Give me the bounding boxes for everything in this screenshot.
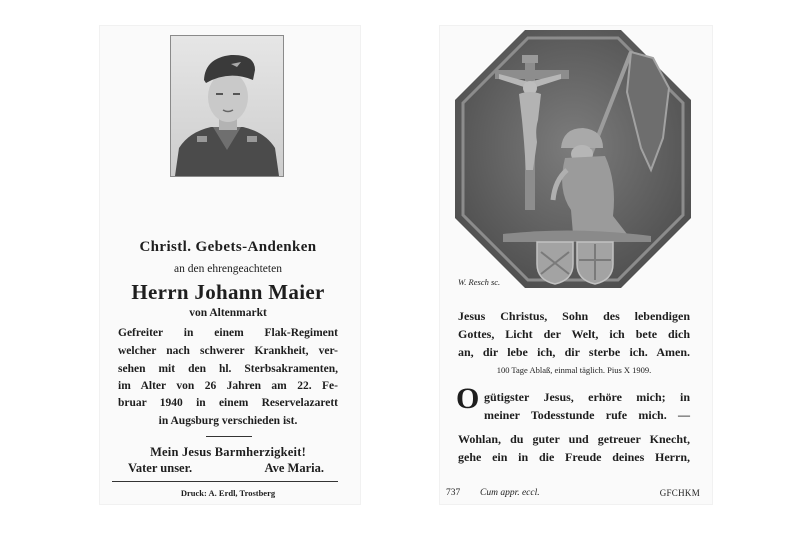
short-divider: [206, 436, 252, 437]
biography-line: in Augsburg verschieden ist.: [158, 415, 298, 427]
origin-line: von Altenmarkt: [189, 307, 267, 319]
memorial-card-left: [100, 26, 360, 504]
footer-code: GFCHKM: [659, 488, 700, 498]
octagon-relief-image: [455, 30, 691, 288]
closing-verse-line: gehe ein in die Freude deines Herrn,: [458, 450, 690, 464]
portrait-collar-patch-left: [197, 136, 207, 142]
printer-credit: Druck: A. Erdl, Trostberg: [180, 488, 276, 498]
biography-line: bruar 1940 in einem Reservelazarett: [118, 397, 338, 409]
biography-line: im Alter von 26 Jahren am 22. Fe-: [118, 380, 338, 392]
drop-cap-initial: O: [456, 382, 480, 415]
cross-titulus: [522, 55, 538, 63]
dedication-line: an den ehrengeachteten: [174, 263, 282, 275]
prayer-plea-line: meiner Todesstunde rufe mich. —: [484, 408, 690, 422]
engraver-credit: W. Resch sc.: [458, 277, 501, 287]
portrait-photo: [170, 35, 284, 177]
prayer-jesus-line: an, dir lebe ich, dir sterbe ich. Amen.: [458, 345, 690, 359]
prayer-line: Mein Jesus Barmherzigkeit!: [150, 445, 306, 459]
indulgence-note: 100 Tage Ablaß, einmal täglich. Pius X 1909.: [496, 365, 652, 375]
prayer-plea-line: gütigster Jesus, erhöre mich; in: [484, 390, 690, 404]
footer-divider: [112, 481, 338, 482]
biography-line: welcher nach schwerer Krankheit, ver-: [118, 345, 338, 357]
deceased-name: Herrn Johann Maier: [131, 280, 325, 304]
closing-verse-line: Wohlan, du guter und getreuer Knecht,: [458, 432, 690, 446]
portrait-collar-patch-right: [247, 136, 257, 142]
footer-approval: Cum appr. eccl.: [480, 488, 540, 498]
footer-number: 737: [446, 488, 461, 498]
prayer-jesus-line: Jesus Christus, Sohn des lebendigen: [458, 309, 690, 323]
biography-line: sehen mit den hl. Sterbsakramenten,: [118, 363, 338, 375]
biography-line: Gefreiter in einem Flak-Regiment: [118, 327, 338, 339]
prayer-our-father: Vater unser.: [128, 461, 193, 475]
memorial-card-right: [440, 26, 712, 504]
card-heading: Christl. Gebets-Andenken: [139, 239, 317, 255]
portrait-face: [208, 72, 248, 122]
prayer-jesus-line: Gottes, Licht der Welt, ich bete dich: [458, 327, 690, 341]
prayer-hail-mary: Ave Maria.: [264, 461, 324, 475]
